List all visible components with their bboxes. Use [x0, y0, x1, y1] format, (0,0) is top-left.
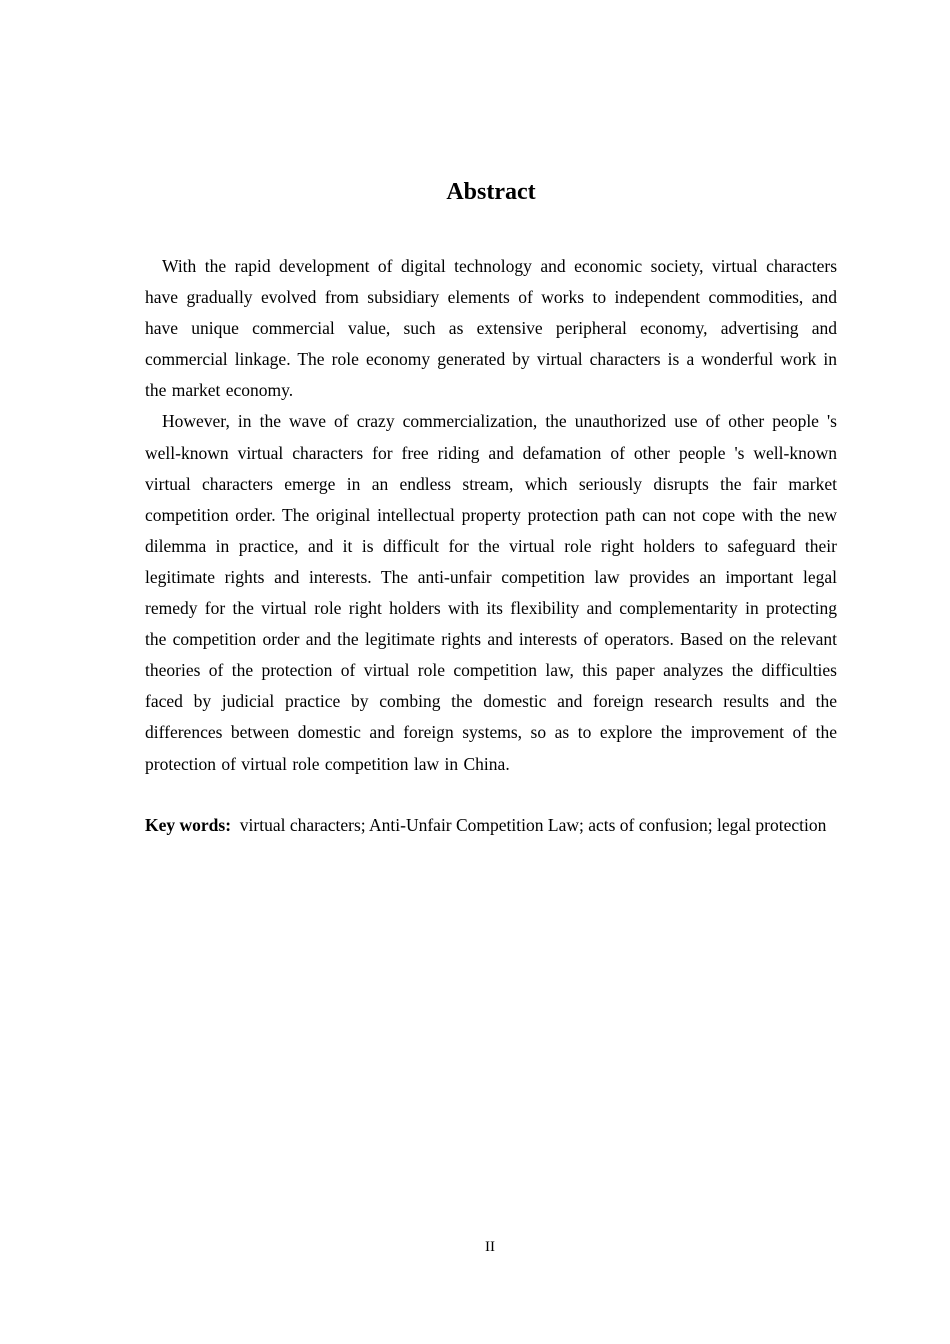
abstract-section — [145, 176, 837, 841]
abstract-paragraph: With the rapid development of digital technology and economic society, virtual characters have gradually evolved from subsidiary elements of works to independent commodities, and have unique commercial value, such as extensive peripheral economy, advertising and commercial linkage. The role economy generated by virtual characters is a wonderful work in the market economy. — [145, 256, 837, 401]
page-number: II — [485, 1239, 495, 1255]
abstract-paragraph: However, in the wave of crazy commercialization, the unauthorized use of other people 's well-known virtual characters for free riding and defamation of other people 's well-known virtual characters emerge in an endless stream, which seriously disrupts the fair market competition order. The original intellectual property protection path can not cope with the new dilemma in practice, and it is difficult for the virtual role right holders to safeguard their legitimate rights and interests. The anti-unfair competition law provides an important legal remedy for the virtual role right holders with its flexibility and complementarity in protecting the competition order and the legitimate rights and interests of operators. Based on the relevant theories of the protection of virtual role competition law, this paper analyzes the difficulties faced by judicial practice by combing the domestic and foreign research results and the differences between domestic and foreign systems, so as to explore the improvement of the protection of virtual role competition law in China. — [145, 411, 837, 774]
keywords-label: Key words: — [145, 814, 232, 835]
keywords-text: virtual characters; Anti-Unfair Competition Law; acts of confusion; legal protection — [239, 814, 827, 835]
keywords-line — [145, 810, 837, 841]
abstract-title: Abstract — [446, 179, 536, 205]
